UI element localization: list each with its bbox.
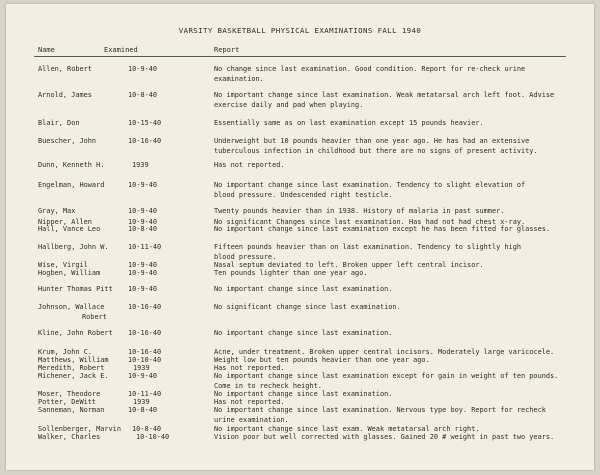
- player-name: Hogben, William: [38, 269, 101, 277]
- player-name: Hall, Vance Leo: [38, 225, 101, 233]
- player-name: Nipper, Allen: [38, 218, 92, 226]
- report-text: Twenty pounds heavier than in 1938. History of malaria in past summer.: [214, 207, 505, 215]
- player-name: Krum, John C.: [38, 348, 92, 356]
- exam-date: 10-9-40: [128, 207, 158, 215]
- document-page: [6, 4, 594, 470]
- report-text: urine examination.: [214, 416, 289, 424]
- exam-date: 10-8-40: [128, 406, 158, 414]
- exam-date: 10-9-40: [128, 285, 158, 293]
- exam-date: 10-9-40: [128, 372, 158, 380]
- player-name: Hunter Thomas Pitt: [38, 285, 113, 293]
- exam-date: 10-15-40: [128, 119, 162, 127]
- report-text: Essentially same as on last examination except 15 pounds heavier.: [214, 119, 484, 127]
- exam-date: 10-9-40: [128, 261, 158, 269]
- report-text: No significant Changes since last examination. Has had not had chest x-ray.: [214, 218, 526, 226]
- report-text: exercise daily and pad when playing.: [214, 101, 364, 109]
- report-text: No important change since last examination.: [214, 329, 393, 337]
- player-name: Potter, DeWitt: [38, 398, 97, 406]
- player-name: Gray, Max: [38, 207, 76, 215]
- report-text: Has not reported.: [214, 398, 285, 406]
- report-text: Underweight but 10 pounds heavier than one year ago. He has had an extensive: [214, 137, 530, 145]
- header-rule: [34, 56, 566, 57]
- exam-date: 10-8-40: [132, 425, 162, 433]
- player-name: Meredith, Robert: [38, 364, 105, 372]
- exam-date: 10-11-40: [128, 243, 162, 251]
- player-name: Matthews, William: [38, 356, 109, 364]
- exam-date: 10-11-40: [128, 390, 162, 398]
- exam-date: 1939: [133, 364, 150, 372]
- report-text: Acne, under treatment. Broken upper central incisors. Moderately large varicocele.: [214, 348, 555, 356]
- report-text: blood pressure.: [214, 253, 277, 261]
- report-text: blood pressure. Undescended right testicle.: [214, 191, 393, 199]
- exam-date: 1939: [133, 398, 150, 406]
- exam-date: 10-16-40: [128, 137, 162, 145]
- player-name: Sanneman, Norman: [38, 406, 105, 414]
- report-text: No important change since last examination. Weak metatarsal arch left foot. Advise: [214, 91, 555, 99]
- report-text: No significant change since last examination.: [214, 303, 401, 311]
- report-text: No important change since last examination. Tendency to slight elevation of: [214, 181, 526, 189]
- exam-date: 10-8-40: [128, 225, 158, 233]
- player-name: Wise, Virgil: [38, 261, 88, 269]
- exam-date: 10-9-40: [128, 181, 158, 189]
- report-text: Nasal septum deviated to left. Broken upper left central incisor.: [214, 261, 484, 269]
- player-name: Sollenberger, Marvin: [38, 425, 121, 433]
- report-text: No change since last examination. Good condition. Report for re-check urine: [214, 65, 526, 73]
- header-examined: Examined: [104, 46, 138, 54]
- report-text: Come in to recheck height.: [214, 382, 322, 390]
- exam-date: 10-10-40: [136, 433, 170, 441]
- player-name: Moser, Theodore: [38, 390, 101, 398]
- exam-date: 10-16-40: [128, 303, 162, 311]
- player-name: Dunn, Kenneth H.: [38, 161, 105, 169]
- report-text: No important change since last examination except he has been fitted for glasses.: [214, 225, 551, 233]
- report-text: Vision poor but well corrected with glasses. Gained 20 # weight in past two years.: [214, 433, 555, 441]
- player-name: Buescher, John: [38, 137, 97, 145]
- player-name: Michener, Jack E.: [38, 372, 109, 380]
- report-text: Has not reported.: [214, 364, 285, 372]
- exam-date: 10-16-40: [128, 329, 162, 337]
- player-name: Johnson, Wallace: [38, 303, 105, 311]
- report-text: No important change since last examination except for gain in weight of ten pounds.: [214, 372, 559, 380]
- report-text: No important change since last examination.: [214, 285, 393, 293]
- report-text: Ten pounds lighter than one year ago.: [214, 269, 368, 277]
- report-text: Has not reported.: [214, 161, 285, 169]
- exam-date: 10-10-40: [128, 356, 162, 364]
- exam-date: 1939: [132, 161, 149, 169]
- header-name: Name: [38, 46, 55, 54]
- exam-date: 10-9-40: [128, 269, 158, 277]
- exam-date: 10-8-40: [128, 91, 158, 99]
- exam-date: 10-9-40: [128, 218, 158, 226]
- report-text: No important change since last exam. Weak metatarsal arch right.: [214, 425, 480, 433]
- player-name: Hallberg, John W.: [38, 243, 109, 251]
- report-text: No important change since last examination.: [214, 390, 393, 398]
- report-text: tuberculous infection in childhood but there are no signs of present activity.: [214, 147, 538, 155]
- player-name: Allen, Robert: [38, 65, 92, 73]
- player-name: Engelman, Howard: [38, 181, 105, 189]
- player-name: Robert: [82, 313, 107, 321]
- document-title: VARSITY BASKETBALL PHYSICAL EXAMINATIONS FALL 1940: [178, 26, 422, 35]
- report-text: Weight low but ten pounds heavier than one year ago.: [214, 356, 430, 364]
- exam-date: 10-16-40: [128, 348, 162, 356]
- player-name: Blair, Don: [38, 119, 80, 127]
- header-report: Report: [214, 46, 240, 54]
- report-text: examination.: [214, 75, 264, 83]
- player-name: Walker, Charles: [38, 433, 101, 441]
- player-name: Kline, John Robert: [38, 329, 113, 337]
- report-text: Fifteen pounds heavier than on last examination. Tendency to slightly high: [214, 243, 521, 251]
- report-text: No important change since last examination. Nervous type boy. Report for recheck: [214, 406, 546, 414]
- player-name: Arnold, James: [38, 91, 92, 99]
- exam-date: 10-9-40: [128, 65, 158, 73]
